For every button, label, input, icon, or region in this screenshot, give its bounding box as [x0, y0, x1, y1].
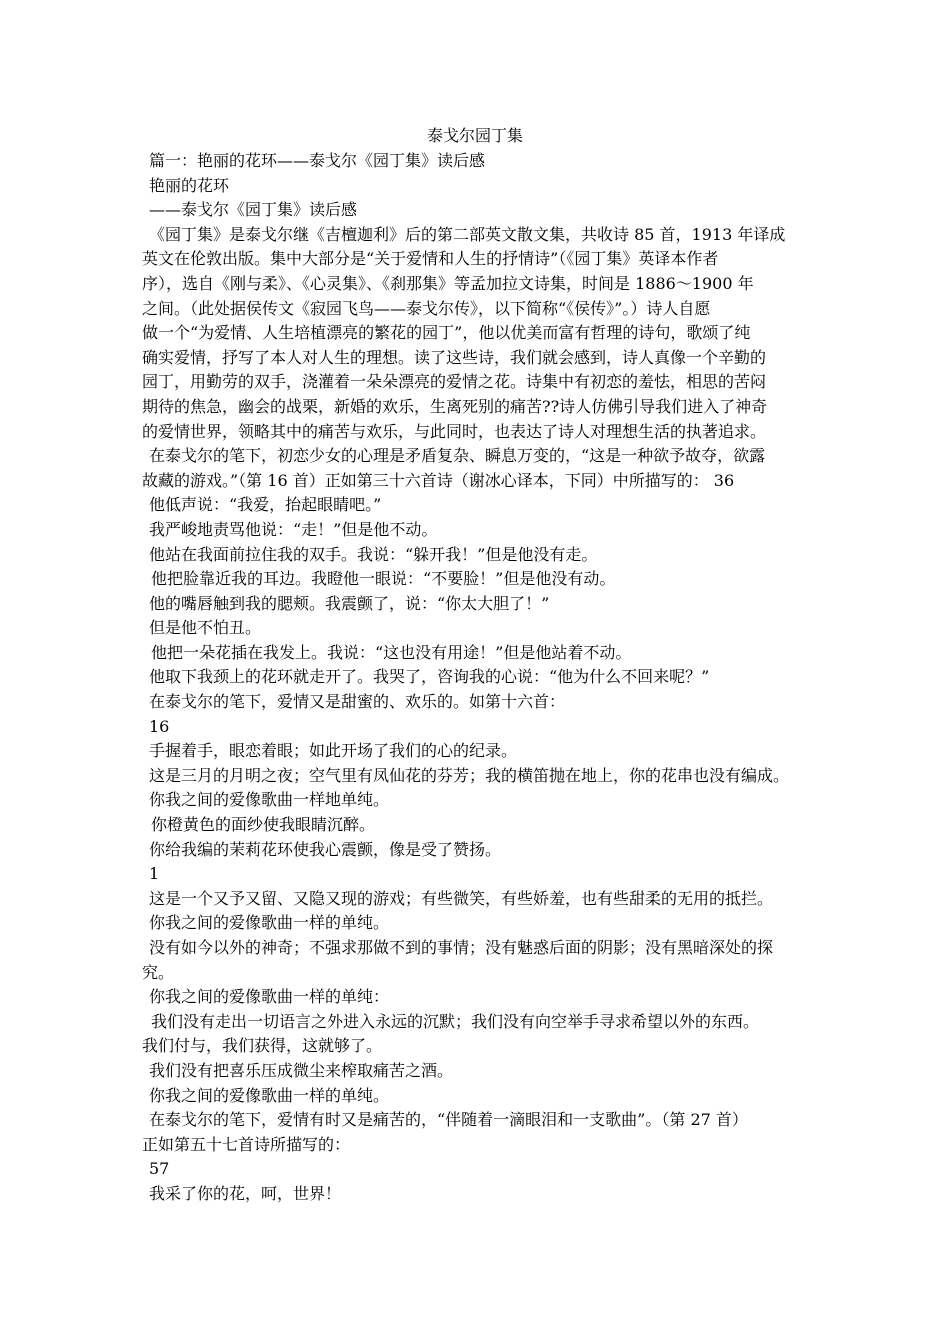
text-line: 没有如今以外的神奇；不强求那做不到的事情；没有魅惑后面的阴影；没有黑暗深处的探 [149, 938, 774, 957]
text-line: 我们没有走出一切语言之外进入永远的沉默；我们没有向空举手寻求希望以外的东西。 [151, 1011, 760, 1031]
text-line: 1 [149, 864, 160, 884]
text-line: ——泰戈尔《园丁集》读后感 [149, 200, 358, 220]
text-line: 他把脸靠近我的耳边。我瞪他一眼说：“不要脸！”但是他没有动。 [151, 569, 616, 589]
text-line: 艳丽的花环 [149, 175, 230, 195]
text-line: 但是他不怕丑。 [149, 618, 262, 638]
text-line: 你我之间的爱像歌曲一样的单纯。 [149, 1085, 390, 1105]
text-line: 手握着手，眼恋着眼；如此开场了我们的心的纪录。 [149, 741, 518, 761]
text-line: 他站在我面前拉住我的双手。我说：“躲开我！”但是他没有走。 [149, 544, 598, 564]
text-line: 我们没有把喜乐压成微尘来榨取痛苦之酒。 [149, 1060, 454, 1080]
text-line: 这是三月的月明之夜；空气里有凤仙花的芬芳；我的横笛抛在地上，你的花串也没有编成。 [149, 765, 790, 785]
text-line: 我采了你的花，呵，世界！ [149, 1183, 342, 1203]
text-line: 他取下我颈上的花环就走开了。我哭了，咨询我的心说：“他为什么不回来呢？” [149, 667, 710, 687]
text-line: 你我之间的爱像歌曲一样的单纯： [149, 987, 390, 1007]
text-line: 英文在伦敦出版。集中大部分是“关于爱情和人生的抒情诗”（《园丁集》英译本作者 [142, 249, 719, 269]
text-line: 在泰戈尔的笔下，爱情有时又是痛苦的，“伴随着一滴眼泪和一支歌曲”。（第 27 首） [149, 1110, 748, 1130]
text-line: 之间。（此处据侯传文《寂园飞鸟——泰戈尔传》，以下简称“《侯传》”。）诗人自愿 [142, 298, 711, 318]
text-line: 57 [149, 1159, 170, 1179]
document-body [142, 149, 815, 1207]
text-line: 你我之间的爱像歌曲一样的单纯。 [149, 913, 390, 933]
text-line: 故藏的游戏。”（第 16 首）正如第三十六首诗（谢冰心译本，下同）中所描写的： 36 [142, 470, 735, 490]
text-line: 我们付与，我们获得，这就够了。 [142, 1036, 383, 1056]
text-line: 园丁，用勤劳的双手，浇灌着一朵朵漂亮的爱情之花。诗集中有初恋的羞怯，相思的苦闷 [142, 372, 767, 392]
text-line: 《园丁集》是泰戈尔继《吉檀迦利》后的第二部英文散文集，共收诗 85 首，1913 年译成 [149, 224, 786, 244]
text-line: 他的嘴唇触到我的腮颊。我震颤了，说：“你太大胆了！” [149, 593, 550, 613]
text-line: 你我之间的爱像歌曲一样地单纯。 [149, 790, 390, 810]
text-line: 篇一：艳丽的花环——泰戈尔《园丁集》读后感 [149, 151, 486, 170]
text-line: 的爱情世界，领略其中的痛苦与欢乐，与此同时，也表达了诗人对理想生活的执著追求。 [142, 421, 767, 441]
text-line: 期待的焦急，幽会的战栗，新婚的欢乐，生离死别的痛苦??诗人仿佛引导我们进入了神奇 [142, 396, 768, 416]
text-line: 16 [149, 716, 170, 736]
text-line: 在泰戈尔的笔下，初恋少女的心理是矛盾复杂、瞬息万变的，“这是一种欲予故夺，欲露 [149, 446, 766, 466]
text-line: 这是一个又予又留、又隐又现的游戏；有些微笑，有些娇羞，也有些甜柔的无用的抵拦。 [149, 888, 774, 908]
text-line: 你给我编的茉莉花环使我心震颤，像是受了赞扬。 [149, 839, 502, 859]
text-line: 他低声说：“我爱，抬起眼睛吧。” [149, 495, 382, 515]
text-line: 他把一朵花插在我发上。我说：“这也没有用途！”但是他站着不动。 [151, 642, 632, 662]
text-line: 确实爱情，抒写了本人对人生的理想。读了这些诗，我们就会感到，诗人真像一个辛勤的 [142, 347, 767, 367]
text-line: 究。 [142, 962, 175, 982]
text-line: 在泰戈尔的笔下，爱情又是甜蜜的、欢乐的。如第十六首： [149, 692, 566, 712]
text-line: 序），选自《刚与柔》、《心灵集》、《刹那集》等孟加拉文诗集，时间是 1886～1900 年 [142, 273, 754, 293]
document-title: 泰戈尔园丁集 [426, 126, 523, 145]
text-line: 我严峻地责骂他说：“走！”但是他不动。 [149, 519, 438, 539]
text-line: 你橙黄色的面纱使我眼睛沉醉。 [151, 815, 376, 835]
text-line: 正如第五十七首诗所描写的： [142, 1134, 351, 1154]
text-line: 做一个“为爱情、人生培植漂亮的繁花的园丁”，他以优美而富有哲理的诗句，歌颂了纯 [142, 323, 751, 343]
